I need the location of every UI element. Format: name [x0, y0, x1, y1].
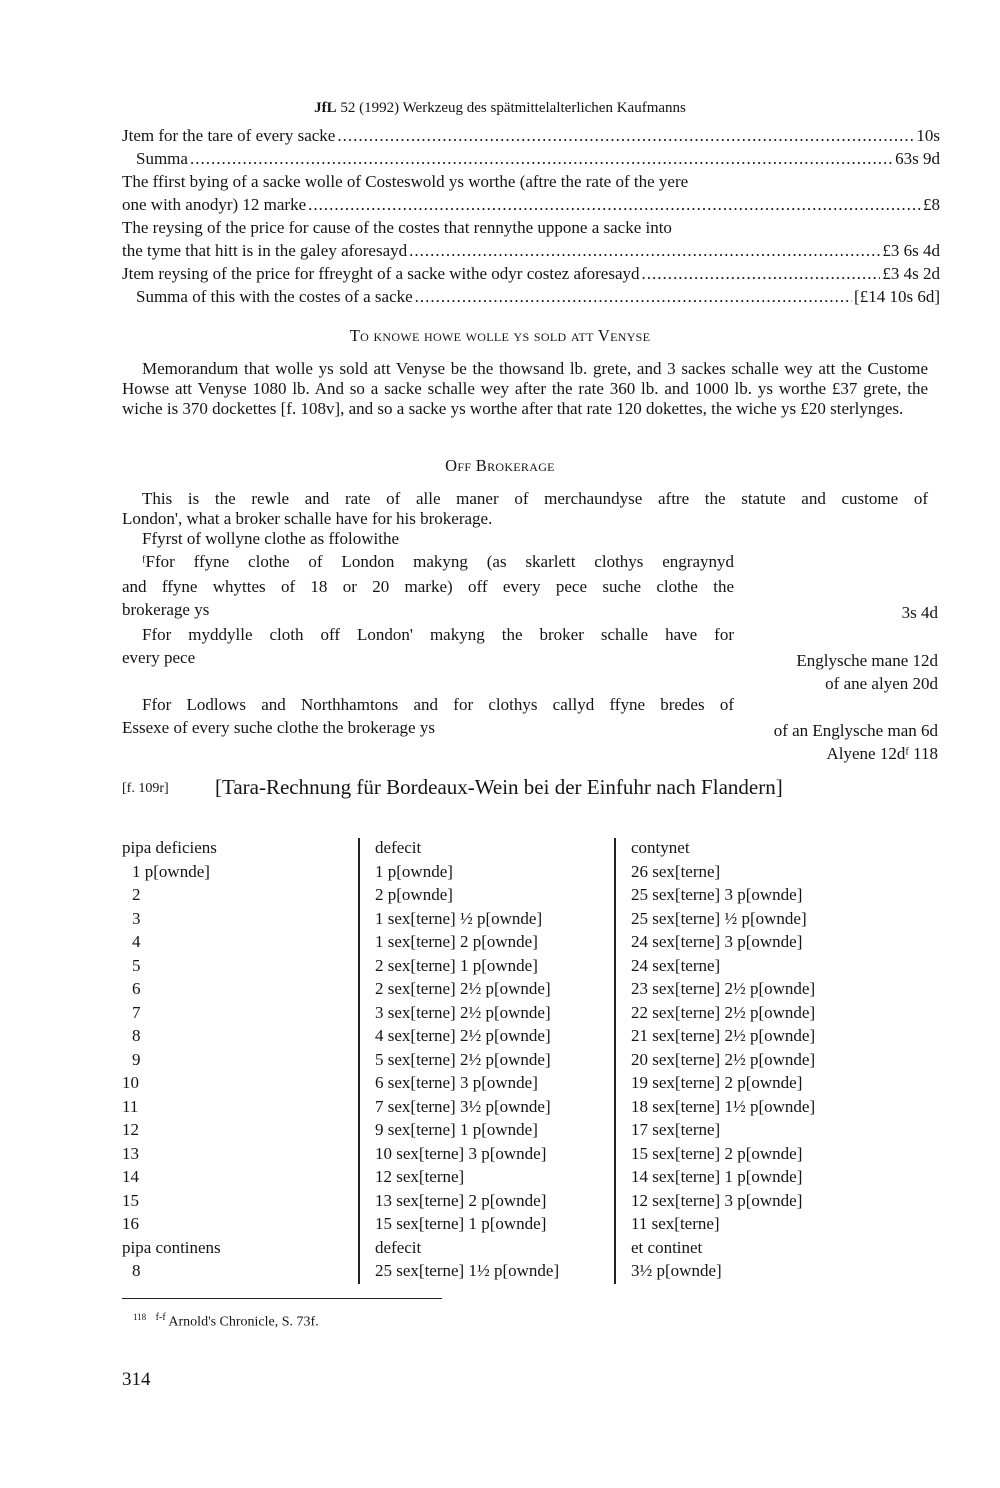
brokerage-intro-line1: This is the rewle and rate of alle maner of merchaundyse aftre the statute and custome of [142, 489, 928, 508]
ledger-label: Jtem reysing of the price for ffreyght of a sacke withe odyr costez aforesayd [122, 264, 640, 283]
ledger-row [122, 216, 940, 239]
item2-rate-english: Englysche mane 12d [796, 651, 938, 670]
ledger-value: £3 4s 2d [882, 264, 940, 283]
table-cell: 6 sex[terne] 3 p[ownde] [375, 1073, 538, 1092]
table-cell: 15 [122, 1190, 139, 1210]
table-cell: 25 sex[terne] ½ p[ownde] [631, 908, 807, 928]
item3-rate-english: of an Englysche man 6d [773, 721, 938, 740]
ledger-row [122, 239, 940, 262]
table-cell: 24 sex[terne] [631, 955, 721, 975]
column-divider-1 [358, 838, 360, 1284]
table-cell: 11 [122, 1096, 139, 1116]
ledger-row [122, 262, 940, 285]
page-number: 314 [122, 1369, 151, 1390]
table-cell: 2 [132, 885, 141, 904]
brokerage-intro-line2: London', what a broker schalle have for his brokerage. [122, 509, 493, 528]
table-cell: 5 [132, 955, 141, 975]
ledger-row [122, 147, 940, 170]
table-cell: 24 sex[terne] 3 p[ownde] [631, 932, 803, 951]
table-cell: pipa deficiens [122, 838, 217, 857]
table-cell: 21 sex[terne] 2½ p[ownde] [631, 1026, 816, 1045]
table-cell: 12 sex[terne] [375, 1167, 465, 1186]
table-cell: 5 sex[terne] 2½ p[ownde] [375, 1049, 551, 1069]
table-cell: 25 sex[terne] 1½ p[ownde] [375, 1261, 560, 1280]
item1-line2: and ffyne whyttes of 18 or 20 marke) off every pece suche clothe the [122, 577, 734, 596]
ledger-row [122, 124, 940, 147]
table-cell: 15 sex[terne] 1 p[ownde] [375, 1214, 547, 1233]
table-cell: 7 sex[terne] 3½ p[ownde] [375, 1096, 551, 1116]
table-cell: 19 sex[terne] 2 p[ownde] [631, 1073, 803, 1092]
table-cell: et continet [631, 1237, 703, 1257]
dot-leader [642, 262, 881, 285]
table-cell: 17 sex[terne] [631, 1120, 721, 1139]
footnote-text: Arnold's Chronicle, S. 73f. [168, 1314, 319, 1330]
ledger-label: The reysing of the price for cause of the costes that rennythe uppone a sacke into [122, 218, 672, 237]
dot-leader [409, 239, 880, 262]
table-cell: defecit [375, 1237, 422, 1257]
table-caption: [Tara-Rechnung für Bordeaux-Wein bei der Einfuhr nach Flandern] [215, 775, 783, 799]
table-cell: contynet [631, 838, 690, 857]
ledger-value: 10s [916, 126, 940, 145]
ledger-label: Jtem for the tare of every sacke [122, 126, 336, 145]
item1-line1: ᶠFfor ffyne clothe of London makyng (as skarlett clothys engraynyd [142, 552, 734, 571]
ledger-label: one with anodyr) 12 marke [122, 195, 307, 214]
table-cell: 1 p[ownde] [375, 861, 453, 881]
section-paragraph-venyse: Memorandum that wolle ys sold att Venyse be the thowsand lb. grete, and 3 sackes schalle wey att the Custome Howse att Venyse 1080 lb. And so a sacke schalle wey after the rate 360 lb. and 1000 lb. ys worthe £37 grete, the wiche is 370 dockettes [f. 108v], and so a sacke ys worthe after that rate 120 dokettes, the wiche ys £20 sterlynges. [122, 359, 928, 418]
table-cell: 13 sex[terne] 2 p[ownde] [375, 1190, 547, 1210]
table-cell: 3 sex[terne] 2½ p[ownde] [375, 1002, 551, 1022]
footnote-mark: f-f [155, 1312, 166, 1323]
table-cell: pipa continens [122, 1237, 221, 1257]
ledger-value: [£14 10s 6d] [854, 287, 940, 306]
table-cell: 1 sex[terne] ½ p[ownde] [375, 908, 543, 928]
item2-line1: Ffor myddylle cloth off London' makyng the broker schalle have for [142, 625, 734, 644]
table-cell: 3½ p[ownde] [631, 1261, 722, 1280]
table-cell: 12 sex[terne] 3 p[ownde] [631, 1190, 803, 1210]
column-divider-2 [614, 838, 616, 1284]
table-cell: 22 sex[terne] 2½ p[ownde] [631, 1002, 816, 1022]
table-cell: 12 [122, 1120, 139, 1139]
ledger-label: Summa of this with the costes of a sacke [136, 287, 413, 306]
ledger-value: £8 [923, 195, 940, 214]
table-cell: 25 sex[terne] 3 p[ownde] [631, 885, 803, 904]
ledger-label: Summa [136, 149, 188, 168]
item2-line2: every pece [122, 648, 196, 667]
item2-rate-alien: of ane alyen 20d [825, 674, 938, 693]
table-cell: 1 p[ownde] [132, 861, 210, 881]
table-cell: 4 sex[terne] 2½ p[ownde] [375, 1026, 551, 1045]
table-cell: 23 sex[terne] 2½ p[ownde] [631, 979, 816, 998]
section-heading-brokerage: Off Brokerage [445, 456, 555, 475]
table-cell: 14 [122, 1167, 139, 1186]
item1-line3: brokerage ys [122, 600, 210, 619]
table-cell: 16 [122, 1214, 139, 1233]
table-cell: 4 [132, 932, 141, 951]
table-cell: 9 [132, 1049, 141, 1069]
journal-abbrev: JfL [314, 100, 337, 116]
table-cell: 11 sex[terne] [631, 1214, 720, 1233]
folio-mark: [f. 109r] [122, 781, 169, 796]
footnote-number: 118 [133, 1312, 147, 1322]
table-cell: 26 sex[terne] [631, 861, 721, 881]
dot-leader [415, 285, 852, 308]
table-column-defecit [375, 836, 559, 1283]
table-cell: 10 sex[terne] 3 p[ownde] [375, 1143, 547, 1163]
ledger-row [122, 193, 940, 216]
footnote [133, 1312, 319, 1331]
dot-leader [190, 147, 893, 170]
table-cell: 10 [122, 1073, 139, 1092]
table-cell: 7 [132, 1002, 141, 1022]
table-cell: 2 sex[terne] 1 p[ownde] [375, 955, 538, 975]
table-cell: 3 [132, 908, 141, 928]
table-cell: defecit [375, 838, 422, 857]
table-cell: 8 [132, 1261, 141, 1280]
table-cell: 20 sex[terne] 2½ p[ownde] [631, 1049, 816, 1069]
table-cell: 14 sex[terne] 1 p[ownde] [631, 1167, 803, 1186]
section-heading-venyse: To knowe howe wolle ys sold att Venyse [349, 326, 651, 345]
header-title: 52 (1992) Werkzeug des spätmittelalterlichen Kaufmanns [340, 100, 686, 116]
table-column-contynet [631, 836, 815, 1283]
brokerage-first-line: Ffyrst of wollyne clothe as ffolowithe [142, 529, 400, 548]
item3-rate-alien: Alyene 12dᶠ 118 [826, 744, 938, 763]
table-cell: 13 [122, 1143, 139, 1163]
table-column-pipa [122, 836, 221, 1283]
ledger-row [122, 170, 940, 193]
item1-rate: 3s 4d [901, 603, 938, 622]
ledger-label: the tyme that hitt is in the galey aforesayd [122, 241, 408, 260]
item3-line1: Ffor Lodlows and Northhamtons and for clothys callyd ffyne bredes of [142, 695, 734, 714]
ledger-value: 63s 9d [895, 149, 940, 168]
ledger-value: £3 6s 4d [882, 241, 940, 260]
item3-line2: Essexe of every suche clothe the brokerage ys [122, 718, 435, 737]
table-cell: 18 sex[terne] 1½ p[ownde] [631, 1096, 816, 1116]
cost-ledger [122, 124, 940, 308]
table-cell: 9 sex[terne] 1 p[ownde] [375, 1120, 538, 1139]
table-cell: 2 p[ownde] [375, 885, 453, 904]
table-cell: 15 sex[terne] 2 p[ownde] [631, 1143, 803, 1163]
ledger-row [122, 285, 940, 308]
table-cell: 1 sex[terne] 2 p[ownde] [375, 932, 538, 951]
running-header [0, 100, 1000, 117]
table-cell: 8 [132, 1026, 141, 1045]
ledger-label: The ffirst bying of a sacke wolle of Costeswold ys worthe (aftre the rate of the yere [122, 172, 689, 191]
table-cell: 2 sex[terne] 2½ p[ownde] [375, 979, 551, 998]
dot-leader [337, 124, 914, 147]
footnote-rule [122, 1298, 442, 1299]
table-cell: 6 [132, 979, 141, 998]
dot-leader [308, 193, 921, 216]
